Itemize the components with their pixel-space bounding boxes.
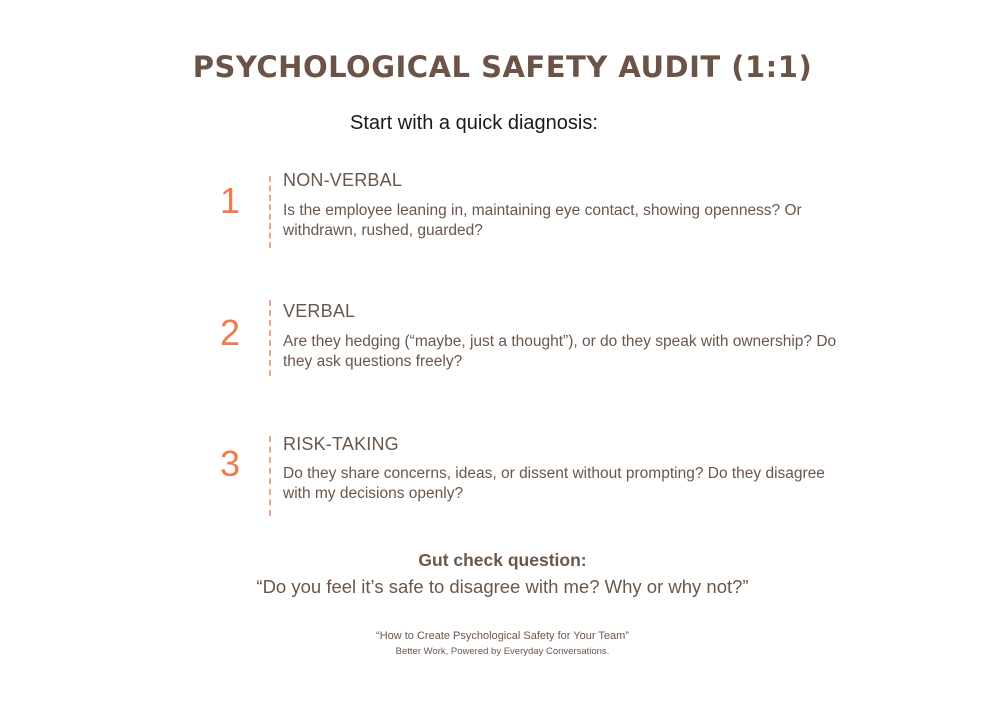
item-number: 3 — [219, 443, 241, 484]
item-heading: RISK-TAKING — [283, 434, 399, 454]
item-number: 1 — [219, 180, 241, 221]
footer-tagline: Better Work, Powered by Everyday Conversations. — [395, 646, 610, 657]
page-title: PSYCHOLOGICAL SAFETY AUDIT (1:1) — [192, 50, 813, 84]
gut-check-question: “Do you feel it’s safe to disagree with me? Why or why not?” — [256, 576, 749, 597]
item-body: Do they share concerns, ideas, or dissent without prompting? Do they disagree with my decisions openly? — [283, 465, 825, 502]
item-body: Is the employee leaning in, maintaining eye contact, showing openness? Or withdrawn, rushed, guarded? — [283, 202, 802, 239]
item-heading: VERBAL — [283, 301, 356, 321]
gut-check-label: Gut check question: — [418, 550, 587, 570]
item-heading: NON-VERBAL — [283, 170, 403, 190]
item-divider — [269, 436, 271, 516]
item-number: 2 — [219, 312, 241, 353]
footer-source-title: “How to Create Psychological Safety for Your Team” — [376, 630, 629, 642]
item-divider — [269, 300, 271, 376]
item-divider — [269, 176, 271, 248]
item-body: Are they hedging (“maybe, just a thought”), or do they speak with ownership? Do they ask questions freely? — [283, 333, 837, 370]
page-subtitle: Start with a quick diagnosis: — [350, 112, 598, 134]
